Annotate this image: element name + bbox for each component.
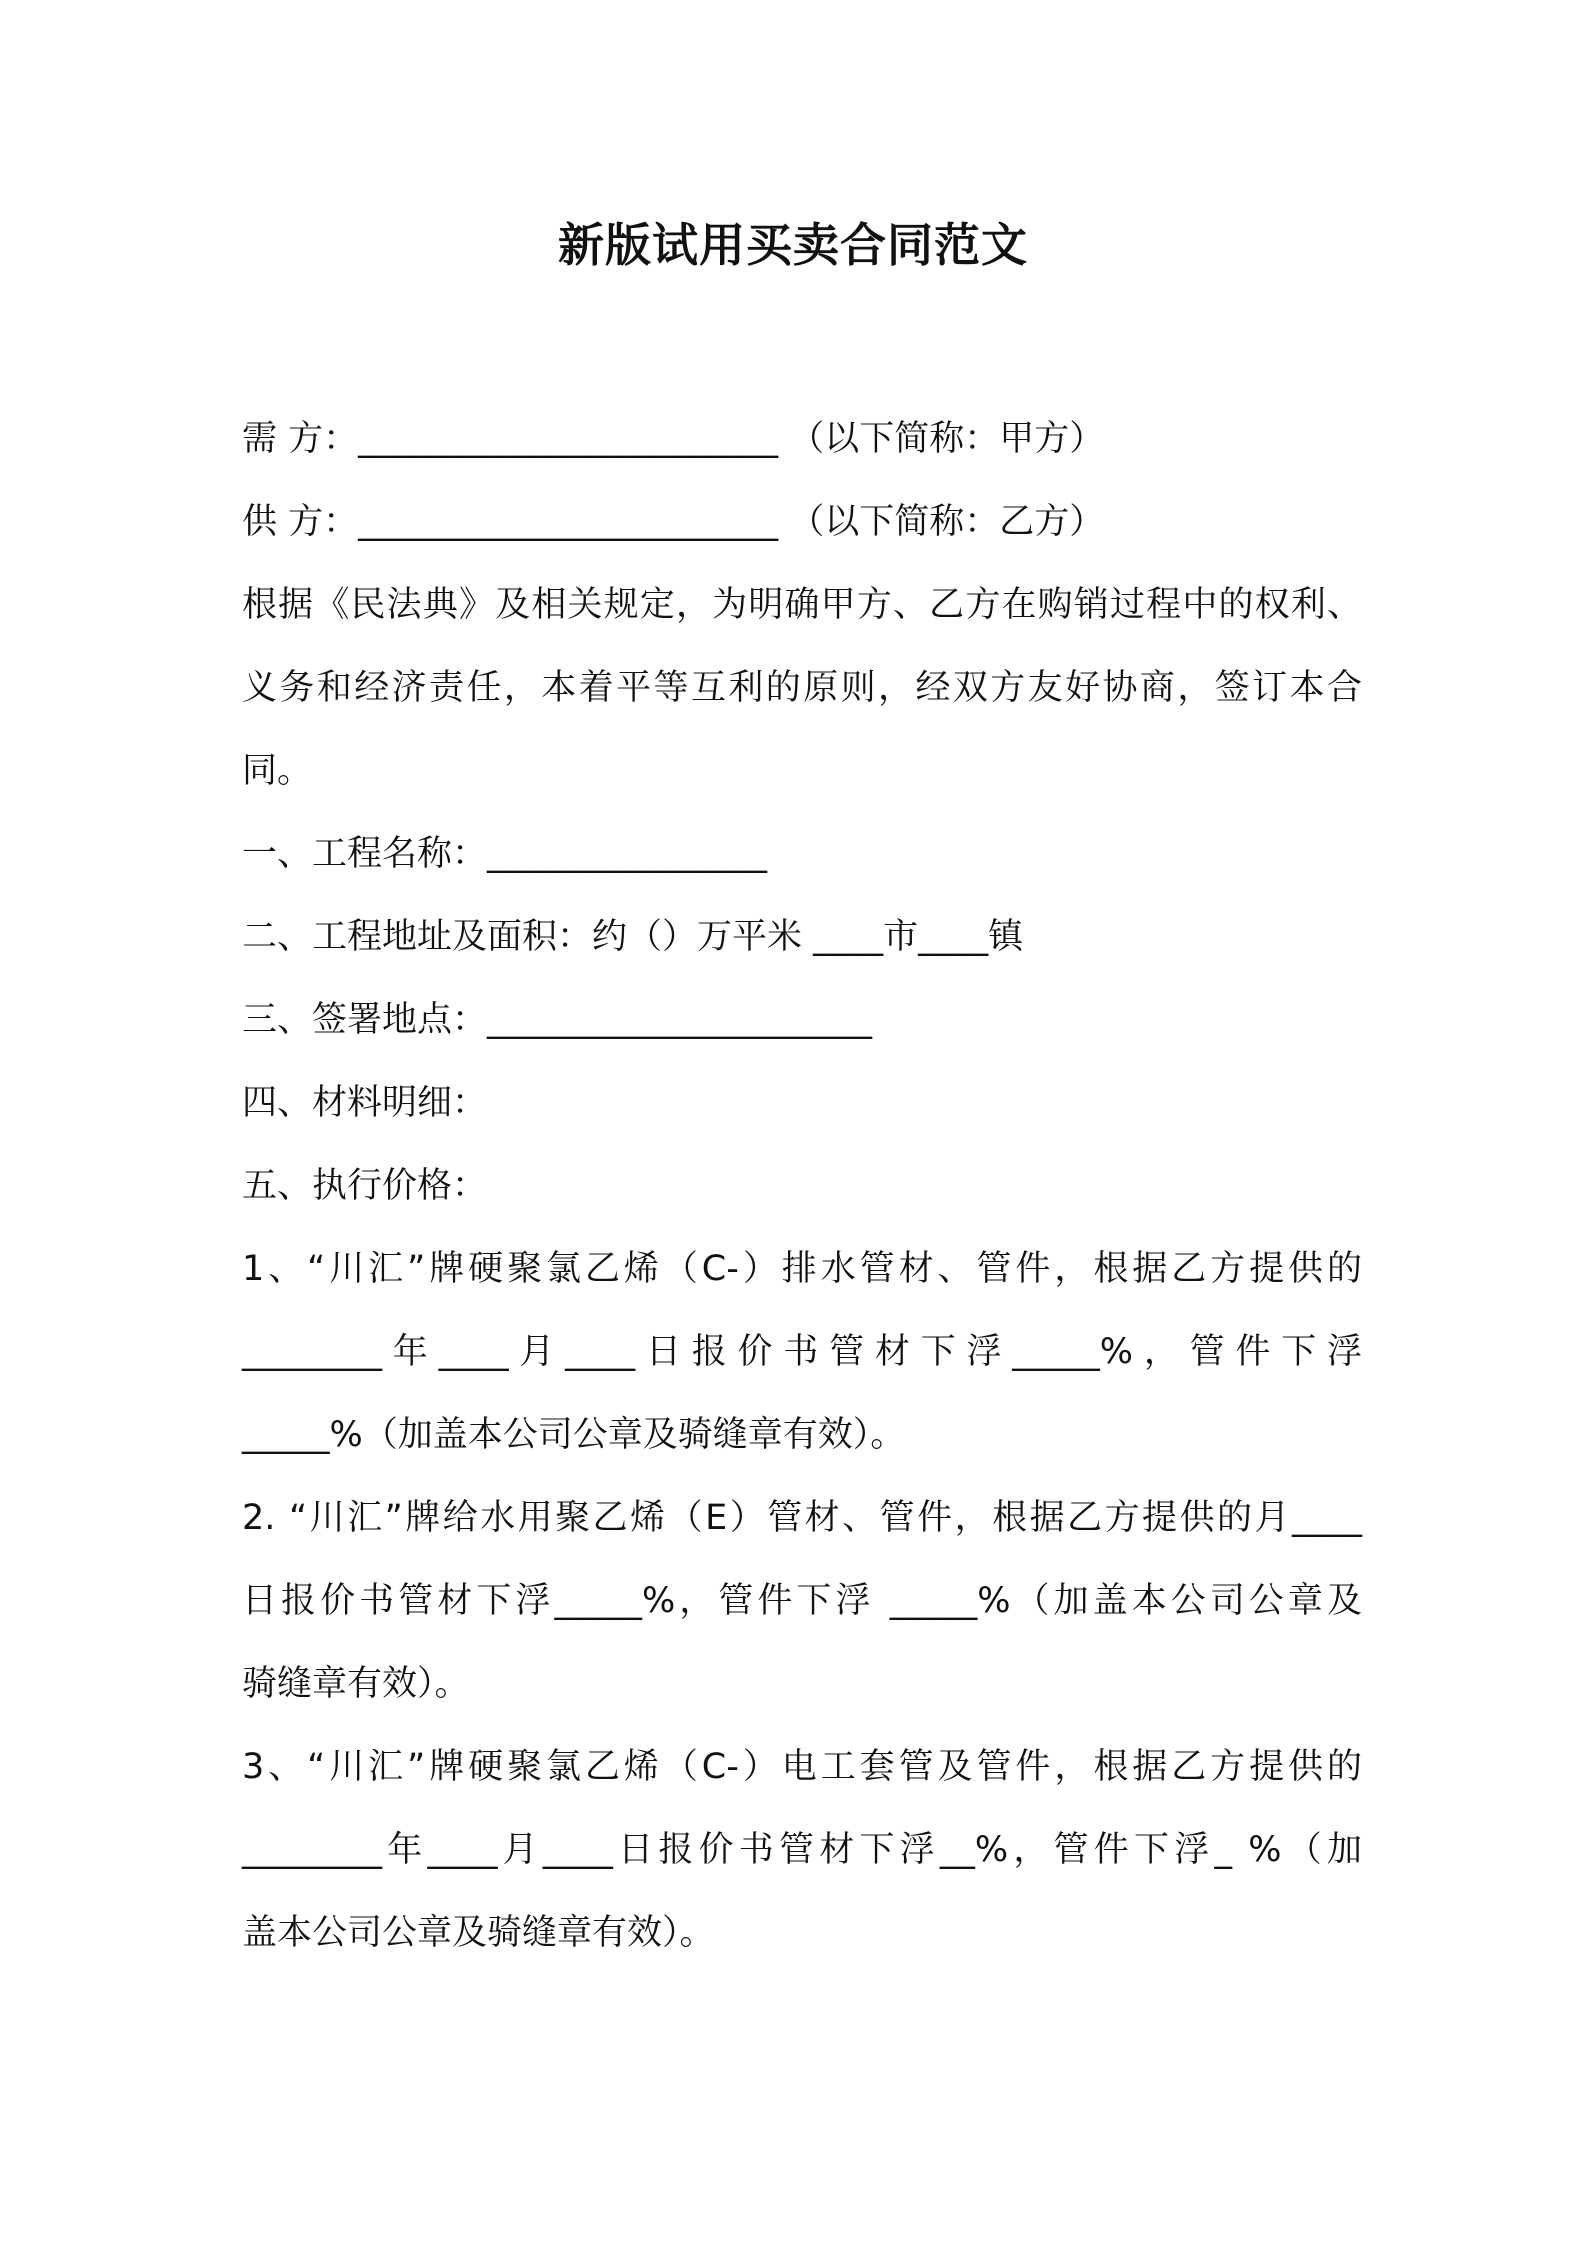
price-item-3-line-1: 3、“川汇”牌硬聚氯乙烯（C-）电工套管及管件，根据乙方提供的 [242,1747,1362,1787]
party-b-line: 供 方：________________________ （以下简称：乙方） [242,502,1105,542]
price-item-3-line-3: 盖本公司公章及骑缝章有效）。 [242,1913,715,1953]
material-details-heading: 四、材料明细： [242,1083,488,1123]
preamble-line-3: 同。 [242,751,313,791]
price-item-1-line-1: 1、“川汇”牌硬聚氯乙烯（C-）排水管材、管件，根据乙方提供的 [242,1249,1362,1289]
preamble-line-2: 义务和经济责任，本着平等互利的原则，经双方友好协商，签订本合 [242,668,1362,708]
price-item-2-line-3: 骑缝章有效）。 [242,1664,470,1704]
price-item-3-line-2: ________年____月____日报价书管材下浮__%，管件下浮_ %（加 [242,1830,1362,1870]
price-item-1-line-3: _____%（加盖本公司公章及骑缝章有效）。 [242,1415,906,1455]
document-title: 新版试用买卖合同范文 [558,218,1028,272]
price-item-2-line-1: 2. “川汇”牌给水用聚乙烯（E）管材、管件，根据乙方提供的月____ [242,1498,1362,1538]
party-a-line: 需 方：________________________ （以下简称：甲方） [242,419,1105,459]
execution-price-heading: 五、执行价格： [242,1166,488,1206]
project-address-line: 二、工程地址及面积：约（）万平米 ____市____镇 [242,917,1024,957]
price-item-1-line-2: ________年____月____日报价书管材下浮_____%，管件下浮 [242,1332,1362,1372]
preamble-line-1: 根据《民法典》及相关规定，为明确甲方、乙方在购销过程中的权利、 [242,585,1362,625]
signing-place-line: 三、签署地点：______________________ [242,1000,873,1040]
price-item-2-line-2: 日报价书管材下浮_____%，管件下浮 _____%（加盖本公司公章及 [242,1581,1362,1621]
project-name-line: 一、工程名称：________________ [242,834,768,874]
